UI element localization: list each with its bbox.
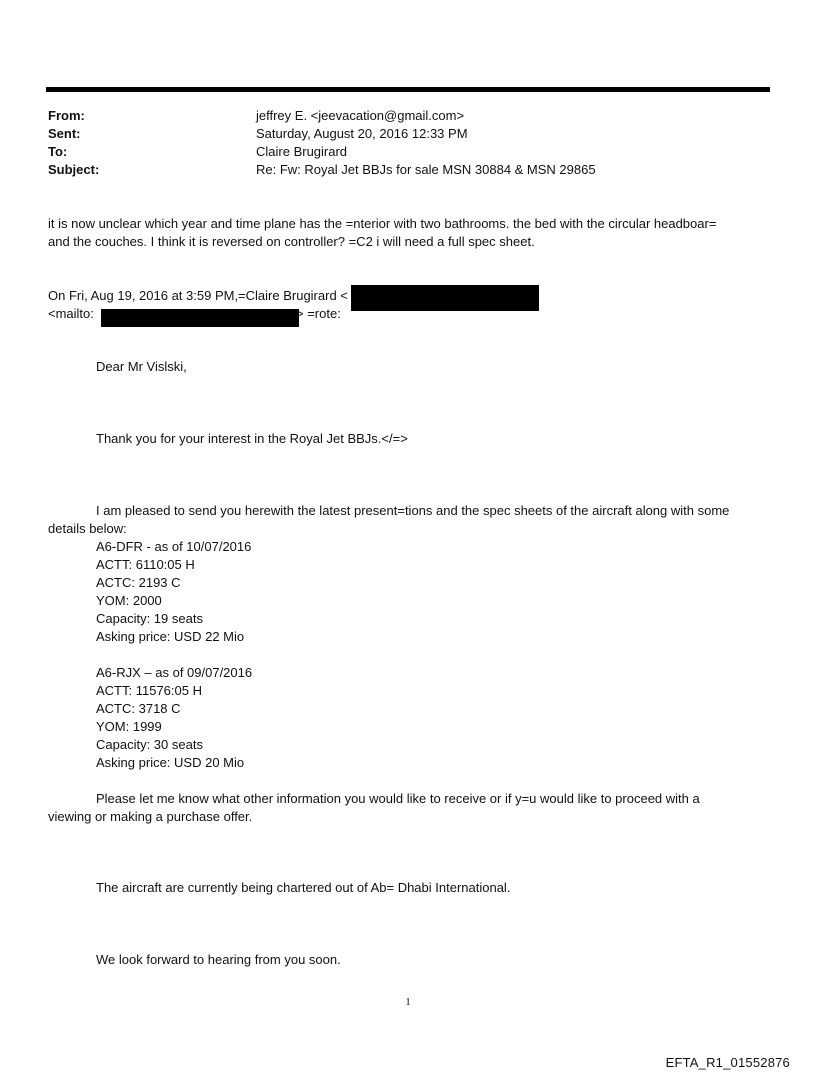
redaction-box-email [351, 285, 539, 311]
reply-text-line-2: and the couches. I think it is reversed on controller? =C2 i will need a full spec sheet. [48, 234, 535, 249]
aircraft1-capacity: Capacity: 19 seats [96, 611, 203, 626]
header-divider-rule [46, 87, 770, 92]
redaction-box-mailto [101, 309, 299, 327]
aircraft1-price: Asking price: USD 22 Mio [96, 629, 245, 644]
aircraft2-registration: A6-RJX – as of 09/07/2016 [96, 665, 253, 680]
page-number: 1 [405, 996, 411, 1008]
aircraft2-actc: ACTC: 3718 C [96, 701, 181, 716]
thanks-line: Thank you for your interest in the Royal Jet BBJs.</=> [96, 431, 408, 446]
sent-label: Sent: [48, 126, 81, 141]
aircraft2-actt: ACTT: 11576:05 H [96, 683, 202, 698]
aircraft1-registration: A6-DFR - as of 10/07/2016 [96, 539, 252, 554]
to-label: To: [48, 144, 68, 159]
subject-label: Subject: [48, 162, 100, 177]
chartered-line: The aircraft are currently being chartered out of Ab= Dhabi International. [96, 880, 511, 895]
aircraft2-yom: YOM: 1999 [96, 719, 162, 734]
from-label: From: [48, 108, 85, 123]
aircraft2-capacity: Capacity: 30 seats [96, 737, 203, 752]
quote-header-rote: > =rote: [296, 306, 341, 321]
sent-value: Saturday, August 20, 2016 12:33 PM [256, 126, 468, 141]
from-value: jeffrey E. <jeevacation@gmail.com> [256, 108, 465, 123]
greeting: Dear Mr Vislski, [96, 359, 187, 374]
letme-line-1: Please let me know what other information you would like to receive or if y=u would like to proceed with a [96, 791, 700, 806]
pleased-line-2: details below: [48, 521, 127, 536]
to-value: Claire Brugirard [256, 144, 348, 159]
letme-line-2: viewing or making a purchase offer. [48, 809, 253, 824]
lookforward-line: We look forward to hearing from you soon. [96, 952, 341, 967]
aircraft1-actc: ACTC: 2193 C [96, 575, 181, 590]
aircraft2-price: Asking price: USD 20 Mio [96, 755, 245, 770]
reply-text-line-1: it is now unclear which year and time plane has the =nterior with two bathrooms. the bed with the circular headboar= [48, 216, 717, 231]
aircraft1-actt: ACTT: 6110:05 H [96, 557, 195, 572]
pleased-line-1: I am pleased to send you herewith the latest present=tions and the spec sheets of the aircraft along with some [96, 503, 730, 518]
quote-header-line-1: On Fri, Aug 19, 2016 at 3:59 PM,=Claire Brugirard < [48, 288, 348, 303]
document-id-footer: EFTA_R1_01552876 [665, 1055, 790, 1070]
subject-value: Re: Fw: Royal Jet BBJs for sale MSN 30884 & MSN 29865 [256, 162, 596, 177]
aircraft1-yom: YOM: 2000 [96, 593, 162, 608]
quote-header-mailto: <mailto: [48, 306, 94, 321]
